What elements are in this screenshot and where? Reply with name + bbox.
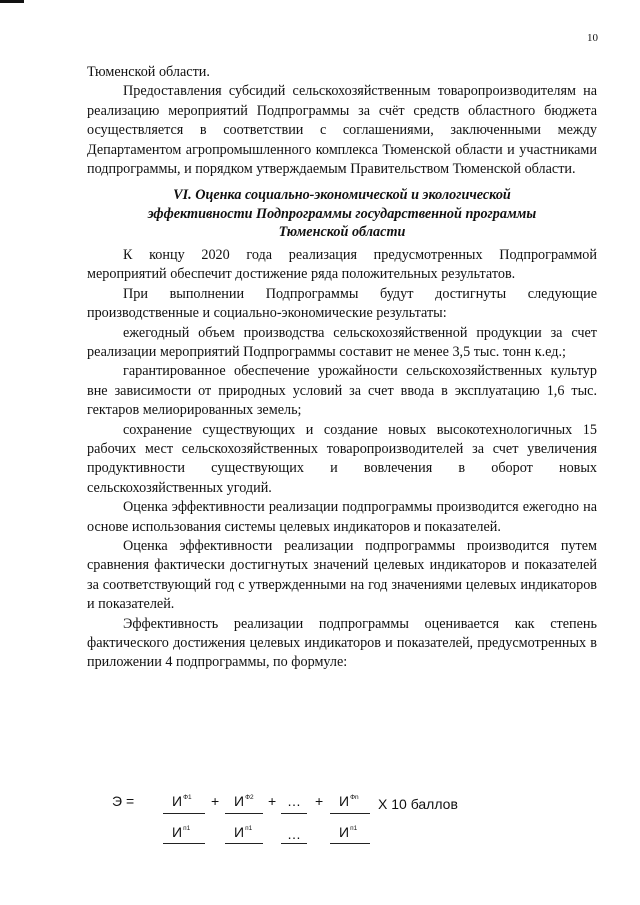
- scan-edge-mark: [0, 0, 24, 3]
- formula-multiplier: Х 10 баллов: [378, 796, 458, 812]
- formula-denominator-n: [339, 824, 357, 840]
- page-number: 10: [587, 32, 598, 44]
- fraction-bar-dots: [281, 813, 307, 814]
- paragraph-evaluation-method: Оценка эффективности реализации подпрограммы производится путем сравнения фактически достигнутых значений целевых индикаторов и показателей за соответствующий год с утвержденными на год значениями целевых индикаторов и показателей.: [87, 538, 597, 613]
- formula-denominator-1-sup: п1: [183, 825, 191, 832]
- paragraph-results-2020: К концу 2020 года реализация предусмотренных Подпрограммой мероприятий обеспечит достижение ряда положительных результатов.: [87, 246, 597, 283]
- paragraph-evaluation-annual: Оценка эффективности реализации подпрограммы производится ежегодно на основе использования системы целевых индикаторов и показателей.: [87, 499, 597, 535]
- document-body: [87, 63, 597, 673]
- formula-denominator-n-symbol: И: [339, 824, 350, 840]
- denominator-underline-2: [225, 843, 263, 844]
- fraction-bar-n: [330, 813, 370, 814]
- formula-lhs: Э =: [112, 793, 135, 809]
- denominator-underline-dots: [281, 843, 307, 844]
- section-heading: [87, 186, 597, 242]
- section-heading-line-3: Тюменской области: [278, 224, 406, 241]
- formula-dots: …: [287, 793, 301, 809]
- formula-numerator-1-symbol: И: [172, 793, 183, 809]
- paragraph-subsidies: Предоставления субсидий сельскохозяйственным товаропроизводителям на реализацию мероприятий Подпрограммы за счёт средств областного бюджета осуществляется в соответствии с соглашениями, заключенными между Департаментом агропромышленного комплекса Тюменской области и участниками подпрограммы, и порядком утверждаемым Правительством Тюменской области.: [87, 83, 597, 178]
- paragraph-production-volume: ежегодный объем производства сельскохозяйственной продукции за счет реализации мероприятий Подпрограммы составит не менее 3,5 тыс. тонн к.ед.;: [87, 324, 597, 360]
- formula-plus-1: +: [211, 793, 220, 809]
- formula-numerator-n-symbol: И: [339, 793, 350, 809]
- paragraph-jobs: сохранение существующих и создание новых высокотехнологичных 15 рабочих мест сельскохозяйственных товаропроизводителей за счет увеличения продуктивности существующих и вовлечения в оборот новых сельскохозяйственных угодий.: [87, 421, 597, 496]
- formula-denominator-1-symbol: И: [172, 824, 183, 840]
- fraction-bar-1: [163, 813, 205, 814]
- formula-plus-2: +: [268, 793, 277, 809]
- denominator-underline-n: [330, 843, 370, 844]
- paragraph-formula-intro: Эффективность реализации подпрограммы оценивается как степень фактического достижения целевых индикаторов и показателей, предусмотренных в приложении 4 подпрограммы, по формуле:: [87, 615, 597, 671]
- formula-numerator-1: [172, 793, 192, 809]
- formula-denominator-2-sup: п1: [245, 825, 253, 832]
- formula-numerator-n: [339, 793, 359, 809]
- formula-numerator-2-symbol: И: [234, 793, 245, 809]
- formula-numerator-2: [234, 793, 254, 809]
- formula-denominator-dots: …: [287, 826, 301, 842]
- paragraph-continuation: Тюменской области.: [87, 64, 210, 80]
- formula-denominator-2: [234, 824, 252, 840]
- fraction-bar-2: [225, 813, 263, 814]
- formula-denominator-2-symbol: И: [234, 824, 245, 840]
- paragraph-results-intro: При выполнении Подпрограммы будут достигнуты следующие производственные и социально-экономические результаты:: [87, 285, 597, 322]
- formula-denominator-n-sup: п1: [350, 825, 358, 832]
- formula-numerator-2-sup: Ф2: [245, 794, 254, 801]
- formula-numerator-1-sup: Ф1: [183, 794, 192, 801]
- formula-denominator-1: [172, 824, 190, 840]
- formula-plus-3: +: [315, 793, 324, 809]
- denominator-underline-1: [163, 843, 205, 844]
- section-heading-line-2: эффективности Подпрограммы государственной программы: [147, 205, 537, 222]
- section-heading-line-1: VI. Оценка социально-экономической и экологической: [173, 187, 511, 204]
- paragraph-yield-guarantee: гарантированное обеспечение урожайности сельскохозяйственных культур вне зависимости от природных условий за счет ввода в эксплуатацию 1,6 тыс. гектаров мелиорированных земель;: [87, 363, 597, 419]
- formula-numerator-n-sup: Фn: [350, 794, 359, 801]
